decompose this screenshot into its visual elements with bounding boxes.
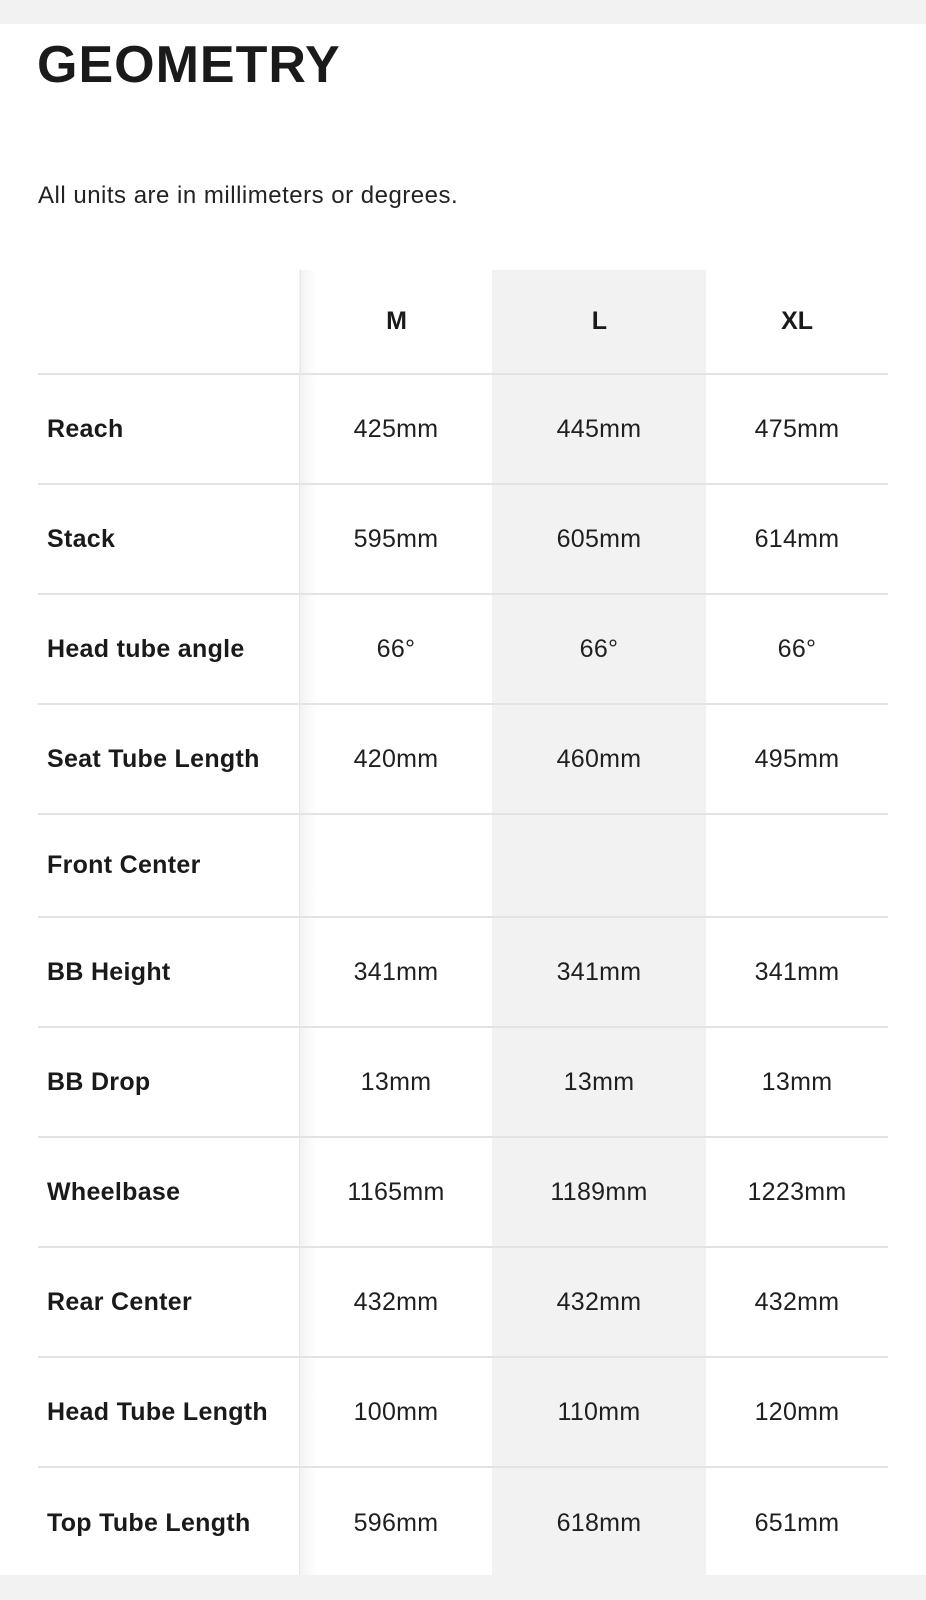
- value-l: 445mm: [556, 414, 642, 443]
- geometry-table: [38, 270, 888, 1575]
- value-m: 13mm: [360, 1067, 432, 1096]
- table-row: [38, 1358, 888, 1468]
- value-xl: 651mm: [754, 1508, 840, 1537]
- value-xl: 614mm: [754, 524, 840, 553]
- page-title: GEOMETRY: [37, 36, 341, 94]
- value-xl: 66°: [777, 634, 817, 663]
- row-label: Seat Tube Length: [38, 705, 300, 813]
- table-row: [38, 705, 888, 815]
- value-xl: 13mm: [761, 1067, 833, 1096]
- value-l: 341mm: [556, 957, 642, 986]
- table-row: [38, 1028, 888, 1138]
- value-xl: 475mm: [754, 414, 840, 443]
- value-l: 110mm: [557, 1397, 641, 1426]
- bottom-edge: [0, 1575, 926, 1600]
- value-l: 13mm: [563, 1067, 635, 1096]
- value-m: 66°: [376, 634, 416, 663]
- value-l: 460mm: [556, 744, 642, 773]
- table-row: [38, 1248, 888, 1358]
- value-xl: 495mm: [754, 744, 840, 773]
- value-m: 595mm: [353, 524, 439, 553]
- geometry-page: [0, 24, 926, 1575]
- row-label: Head tube angle: [38, 595, 300, 703]
- row-label: Front Center: [38, 815, 300, 916]
- value-m: 425mm: [353, 414, 439, 443]
- value-xl: 432mm: [754, 1287, 840, 1316]
- value-m: 596mm: [353, 1508, 439, 1537]
- size-header-xl: XL: [781, 307, 814, 335]
- value-xl: 1223mm: [747, 1177, 847, 1206]
- value-l: 618mm: [556, 1508, 642, 1537]
- table-row: [38, 918, 888, 1028]
- row-label: BB Drop: [38, 1028, 300, 1136]
- table-row: [38, 595, 888, 705]
- row-label: Head Tube Length: [38, 1358, 300, 1466]
- value-m: 420mm: [353, 744, 439, 773]
- value-l: 66°: [579, 634, 619, 663]
- value-xl: 120mm: [754, 1397, 840, 1426]
- value-l: 605mm: [556, 524, 642, 553]
- header-empty-cell: [38, 270, 301, 373]
- value-m: 1165mm: [347, 1177, 445, 1206]
- table-row: [38, 375, 888, 485]
- value-m: 341mm: [353, 957, 439, 986]
- table-row: [38, 485, 888, 595]
- row-label: Rear Center: [38, 1248, 300, 1356]
- table-header-row: [38, 270, 888, 375]
- row-label: BB Height: [38, 918, 300, 1026]
- table-row: [38, 1468, 888, 1575]
- size-header-m: M: [386, 307, 407, 335]
- value-xl: 341mm: [754, 957, 840, 986]
- value-m: 100mm: [353, 1397, 439, 1426]
- units-note: All units are in millimeters or degrees.: [38, 182, 459, 209]
- value-l: 432mm: [556, 1287, 642, 1316]
- table-row: [38, 1138, 888, 1248]
- row-label: Stack: [38, 485, 300, 593]
- row-label: Reach: [38, 375, 300, 483]
- row-label: Top Tube Length: [38, 1468, 300, 1575]
- value-l: 1189mm: [550, 1177, 648, 1206]
- size-header-l: L: [591, 307, 607, 335]
- row-label: Wheelbase: [38, 1138, 300, 1246]
- value-m: 432mm: [353, 1287, 439, 1316]
- table-row: [38, 815, 888, 918]
